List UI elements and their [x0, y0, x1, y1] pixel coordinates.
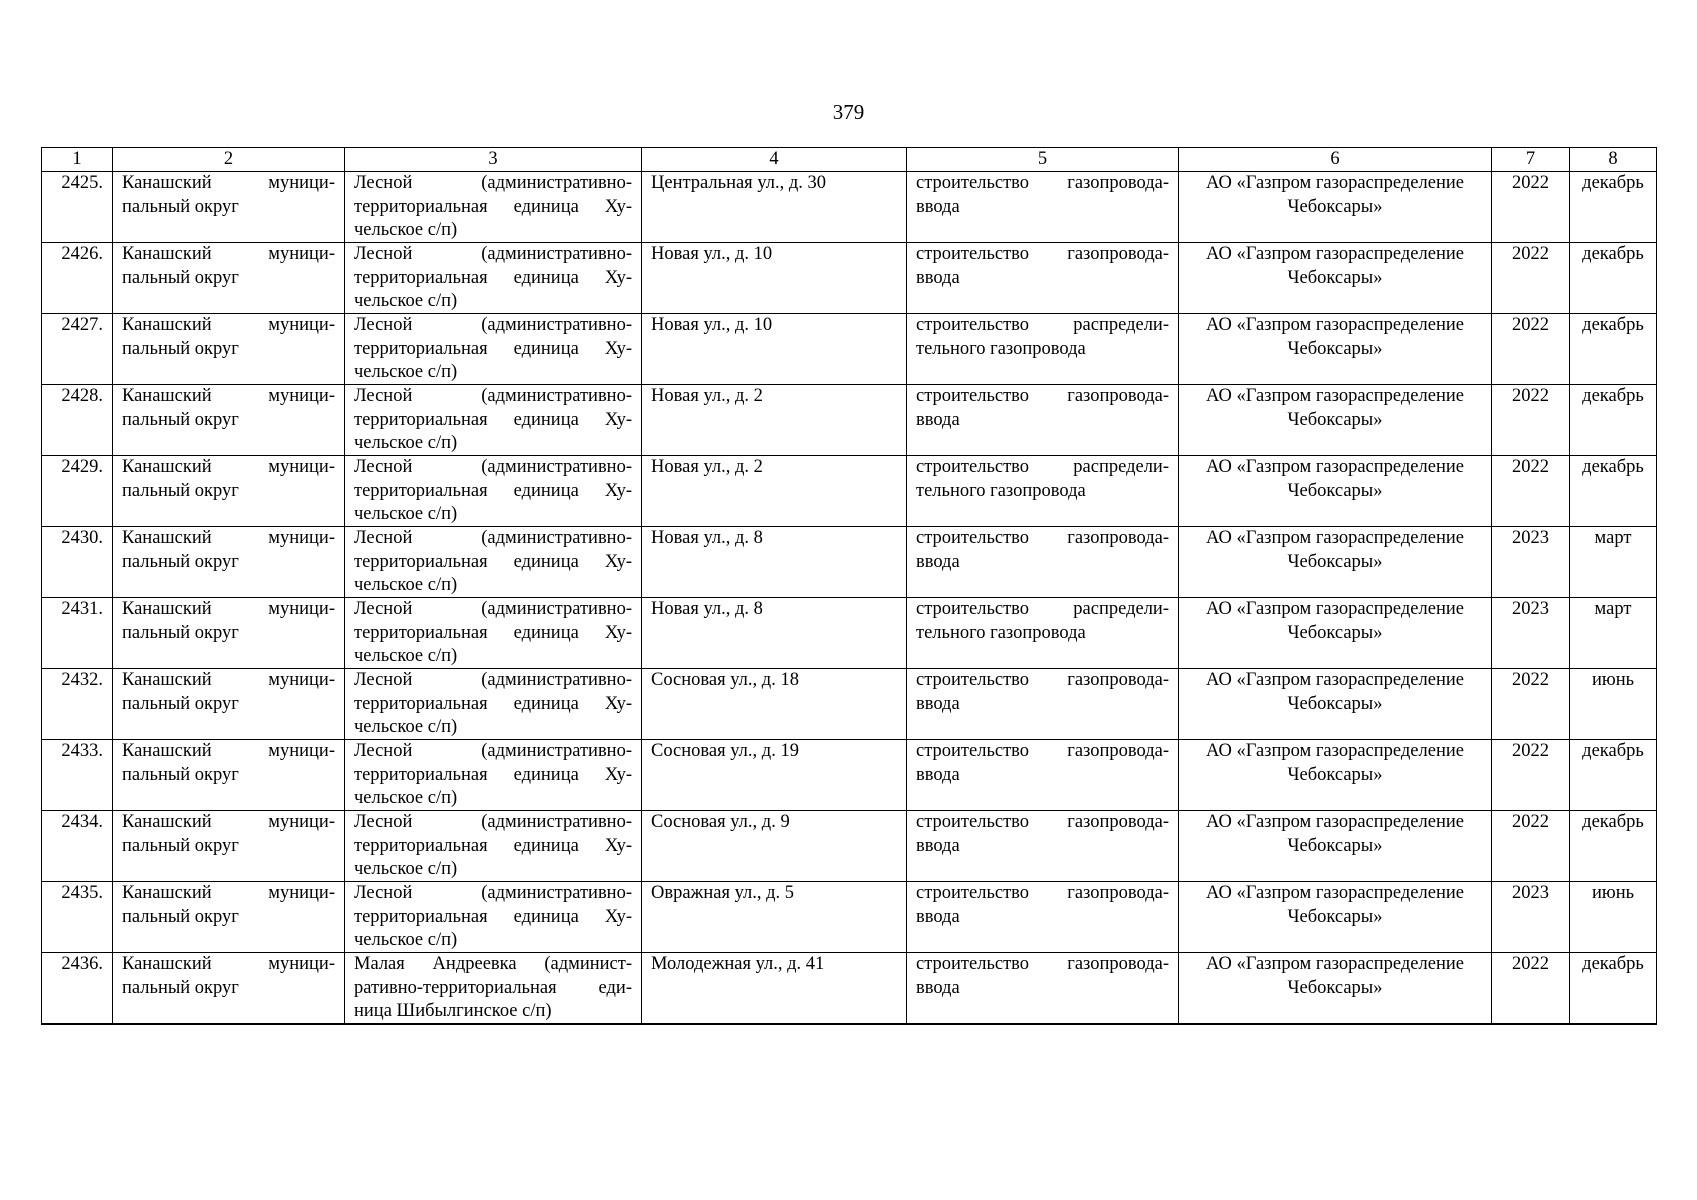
year-cell: 2023 [1492, 598, 1570, 669]
work-cell: строительство распредели-тельного газопровода [907, 314, 1179, 385]
year-cell: 2022 [1492, 385, 1570, 456]
address-cell: Новая ул., д. 2 [642, 456, 907, 527]
month-cell: декабрь [1570, 811, 1657, 882]
row-number: 2432. [42, 669, 113, 740]
row-number: 2431. [42, 598, 113, 669]
column-header-1: 1 [42, 148, 113, 172]
data-table [41, 147, 1657, 1025]
address-cell: Новая ул., д. 10 [642, 243, 907, 314]
month-cell: декабрь [1570, 314, 1657, 385]
row-number: 2430. [42, 527, 113, 598]
work-cell: строительство распредели-тельного газопровода [907, 598, 1179, 669]
district-cell: Канашский муници-пальный округ [113, 953, 345, 1025]
organization-cell: АО «Газпром газораспределение Чебоксары» [1179, 811, 1492, 882]
district-cell: Канашский муници-пальный округ [113, 243, 345, 314]
work-cell: строительство распредели-тельного газопровода [907, 456, 1179, 527]
locality-cell: Лесной (административно-территориальная единица Ху-чельское с/п) [345, 669, 642, 740]
month-cell: декабрь [1570, 385, 1657, 456]
address-cell: Овражная ул., д. 5 [642, 882, 907, 953]
organization-cell: АО «Газпром газораспределение Чебоксары» [1179, 598, 1492, 669]
district-cell: Канашский муници-пальный округ [113, 669, 345, 740]
organization-cell: АО «Газпром газораспределение Чебоксары» [1179, 953, 1492, 1025]
table-row [42, 385, 1657, 456]
year-cell: 2022 [1492, 740, 1570, 811]
district-cell: Канашский муници-пальный округ [113, 598, 345, 669]
year-cell: 2023 [1492, 527, 1570, 598]
locality-cell: Лесной (административно-территориальная единица Ху-чельское с/п) [345, 740, 642, 811]
table-row [42, 811, 1657, 882]
district-cell: Канашский муници-пальный округ [113, 385, 345, 456]
locality-cell: Малая Андреевка (админист-ративно-территориальная еди-ница Шибылгинское с/п) [345, 953, 642, 1025]
column-header-6: 6 [1179, 148, 1492, 172]
locality-cell: Лесной (административно-территориальная единица Ху-чельское с/п) [345, 882, 642, 953]
month-cell: июнь [1570, 669, 1657, 740]
month-cell: март [1570, 527, 1657, 598]
work-cell: строительство газопровода-ввода [907, 740, 1179, 811]
address-cell: Новая ул., д. 10 [642, 314, 907, 385]
table-row [42, 669, 1657, 740]
work-cell: строительство газопровода-ввода [907, 811, 1179, 882]
table-row [42, 172, 1657, 243]
district-cell: Канашский муници-пальный округ [113, 527, 345, 598]
district-cell: Канашский муници-пальный округ [113, 882, 345, 953]
year-cell: 2022 [1492, 456, 1570, 527]
row-number: 2429. [42, 456, 113, 527]
month-cell: декабрь [1570, 172, 1657, 243]
row-number: 2436. [42, 953, 113, 1025]
column-header-8: 8 [1570, 148, 1657, 172]
organization-cell: АО «Газпром газораспределение Чебоксары» [1179, 385, 1492, 456]
column-header-5: 5 [907, 148, 1179, 172]
district-cell: Канашский муници-пальный округ [113, 811, 345, 882]
work-cell: строительство газопровода-ввода [907, 527, 1179, 598]
table-row [42, 740, 1657, 811]
locality-cell: Лесной (административно-территориальная единица Ху-чельское с/п) [345, 811, 642, 882]
address-cell: Сосновая ул., д. 9 [642, 811, 907, 882]
work-cell: строительство газопровода-ввода [907, 385, 1179, 456]
table-row [42, 243, 1657, 314]
locality-cell: Лесной (административно-территориальная единица Ху-чельское с/п) [345, 385, 642, 456]
table-row [42, 314, 1657, 385]
address-cell: Новая ул., д. 2 [642, 385, 907, 456]
district-cell: Канашский муници-пальный округ [113, 740, 345, 811]
table-row [42, 953, 1657, 1025]
column-header-2: 2 [113, 148, 345, 172]
work-cell: строительство газопровода-ввода [907, 882, 1179, 953]
month-cell: декабрь [1570, 740, 1657, 811]
row-number: 2433. [42, 740, 113, 811]
column-header-7: 7 [1492, 148, 1570, 172]
organization-cell: АО «Газпром газораспределение Чебоксары» [1179, 314, 1492, 385]
row-number: 2425. [42, 172, 113, 243]
locality-cell: Лесной (административно-территориальная единица Ху-чельское с/п) [345, 527, 642, 598]
work-cell: строительство газопровода-ввода [907, 953, 1179, 1025]
organization-cell: АО «Газпром газораспределение Чебоксары» [1179, 456, 1492, 527]
month-cell: декабрь [1570, 456, 1657, 527]
organization-cell: АО «Газпром газораспределение Чебоксары» [1179, 172, 1492, 243]
row-number: 2434. [42, 811, 113, 882]
work-cell: строительство газопровода-ввода [907, 172, 1179, 243]
table-row [42, 456, 1657, 527]
column-header-3: 3 [345, 148, 642, 172]
row-number: 2426. [42, 243, 113, 314]
year-cell: 2023 [1492, 882, 1570, 953]
row-number: 2427. [42, 314, 113, 385]
address-cell: Сосновая ул., д. 19 [642, 740, 907, 811]
year-cell: 2022 [1492, 314, 1570, 385]
year-cell: 2022 [1492, 669, 1570, 740]
year-cell: 2022 [1492, 172, 1570, 243]
row-number: 2428. [42, 385, 113, 456]
organization-cell: АО «Газпром газораспределение Чебоксары» [1179, 882, 1492, 953]
month-cell: март [1570, 598, 1657, 669]
year-cell: 2022 [1492, 243, 1570, 314]
month-cell: декабрь [1570, 243, 1657, 314]
address-cell: Новая ул., д. 8 [642, 527, 907, 598]
table-row [42, 882, 1657, 953]
address-cell: Новая ул., д. 8 [642, 598, 907, 669]
work-cell: строительство газопровода-ввода [907, 243, 1179, 314]
address-cell: Молодежная ул., д. 41 [642, 953, 907, 1025]
column-header-4: 4 [642, 148, 907, 172]
address-cell: Сосновая ул., д. 18 [642, 669, 907, 740]
district-cell: Канашский муници-пальный округ [113, 314, 345, 385]
locality-cell: Лесной (административно-территориальная единица Ху-чельское с/п) [345, 314, 642, 385]
organization-cell: АО «Газпром газораспределение Чебоксары» [1179, 669, 1492, 740]
locality-cell: Лесной (административно-территориальная единица Ху-чельское с/п) [345, 243, 642, 314]
row-number: 2435. [42, 882, 113, 953]
organization-cell: АО «Газпром газораспределение Чебоксары» [1179, 243, 1492, 314]
work-cell: строительство газопровода-ввода [907, 669, 1179, 740]
organization-cell: АО «Газпром газораспределение Чебоксары» [1179, 527, 1492, 598]
month-cell: декабрь [1570, 953, 1657, 1025]
year-cell: 2022 [1492, 953, 1570, 1025]
header-row [42, 148, 1657, 172]
year-cell: 2022 [1492, 811, 1570, 882]
table-row [42, 527, 1657, 598]
address-cell: Центральная ул., д. 30 [642, 172, 907, 243]
page-number: 379 [832, 100, 865, 124]
month-cell: июнь [1570, 882, 1657, 953]
locality-cell: Лесной (административно-территориальная единица Ху-чельское с/п) [345, 598, 642, 669]
organization-cell: АО «Газпром газораспределение Чебоксары» [1179, 740, 1492, 811]
table-row [42, 598, 1657, 669]
locality-cell: Лесной (административно-территориальная единица Ху-чельское с/п) [345, 172, 642, 243]
locality-cell: Лесной (административно-территориальная единица Ху-чельское с/п) [345, 456, 642, 527]
district-cell: Канашский муници-пальный округ [113, 172, 345, 243]
district-cell: Канашский муници-пальный округ [113, 456, 345, 527]
